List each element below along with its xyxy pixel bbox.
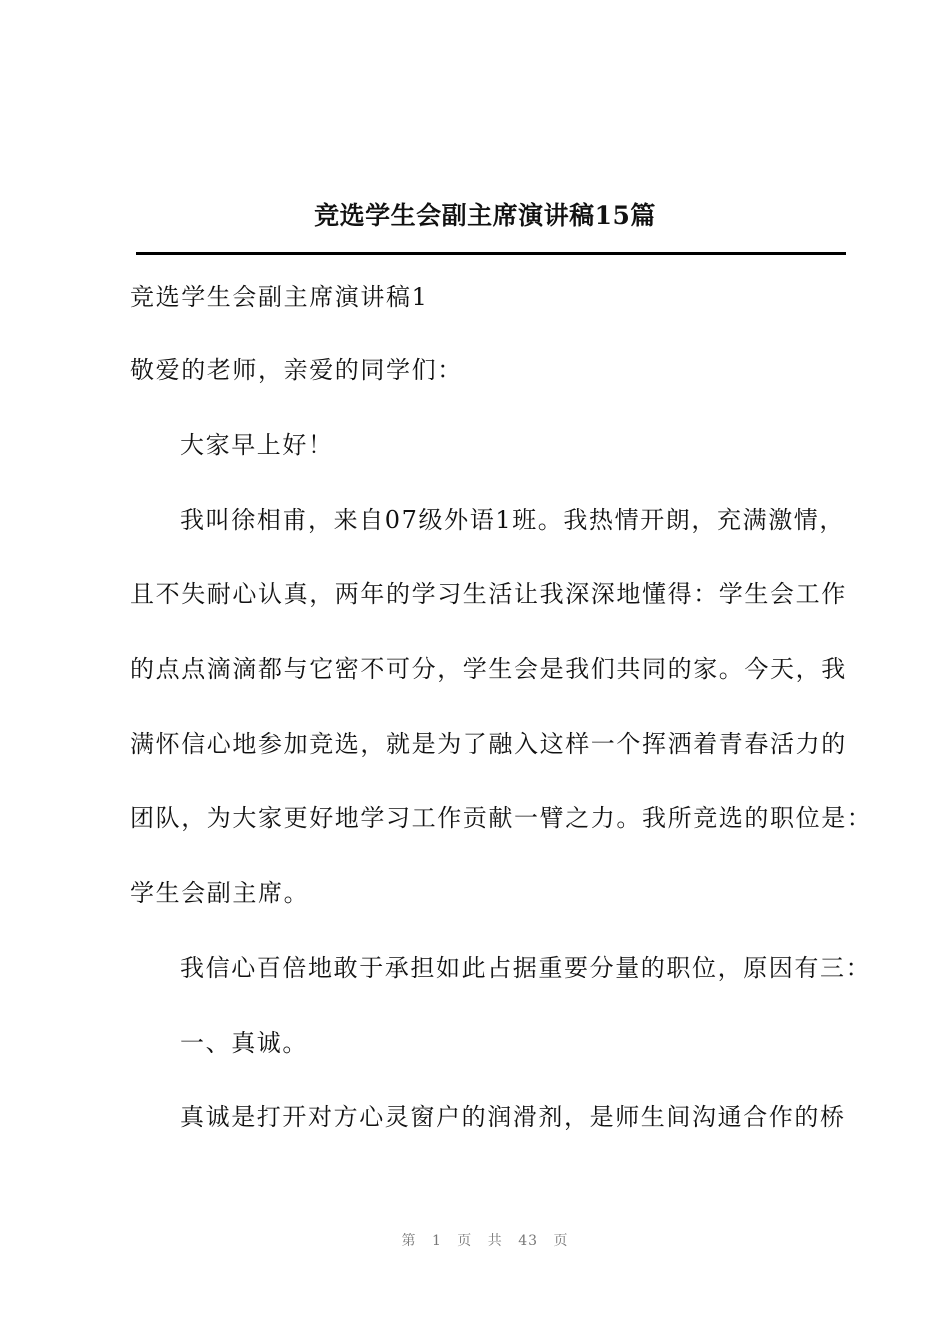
document-title: 竞选学生会副主席演讲稿15篇 (314, 201, 656, 230)
paragraph-line: 学生会副主席。 (130, 879, 310, 907)
paragraph-line: 我信心百倍地敢于承担如此占据重要分量的职位，原因有三： (180, 954, 872, 982)
section-heading: 竞选学生会副主席演讲稿1 (130, 283, 429, 311)
paragraph-line: 且不失耐心认真，两年的学习生活让我深深地懂得：学生会工作 (130, 580, 847, 608)
point-heading: 一、真诚。 (180, 1029, 308, 1057)
paragraph-line: 我叫徐相甫，来自07级外语1班。我热情开朗，充满激情， (180, 506, 846, 534)
paragraph-line: 满怀信心地参加竞选，就是为了融入这样一个挥洒着青春活力的 (130, 730, 847, 758)
title-divider (136, 252, 846, 255)
paragraph-line: 团队，为大家更好地学习工作贡献一臂之力。我所竞选的职位是： (130, 804, 873, 832)
paragraph-line: 的点点滴滴都与它密不可分，学生会是我们共同的家。今天，我 (130, 655, 847, 683)
page-number-footer: 第 1 页 共 43 页 (401, 1233, 569, 1249)
paragraph-line: 真诚是打开对方心灵窗户的润滑剂，是师生间沟通合作的桥 (180, 1103, 846, 1131)
greeting: 大家早上好！ (180, 431, 334, 459)
salutation: 敬爱的老师，亲爱的同学们： (130, 356, 463, 384)
